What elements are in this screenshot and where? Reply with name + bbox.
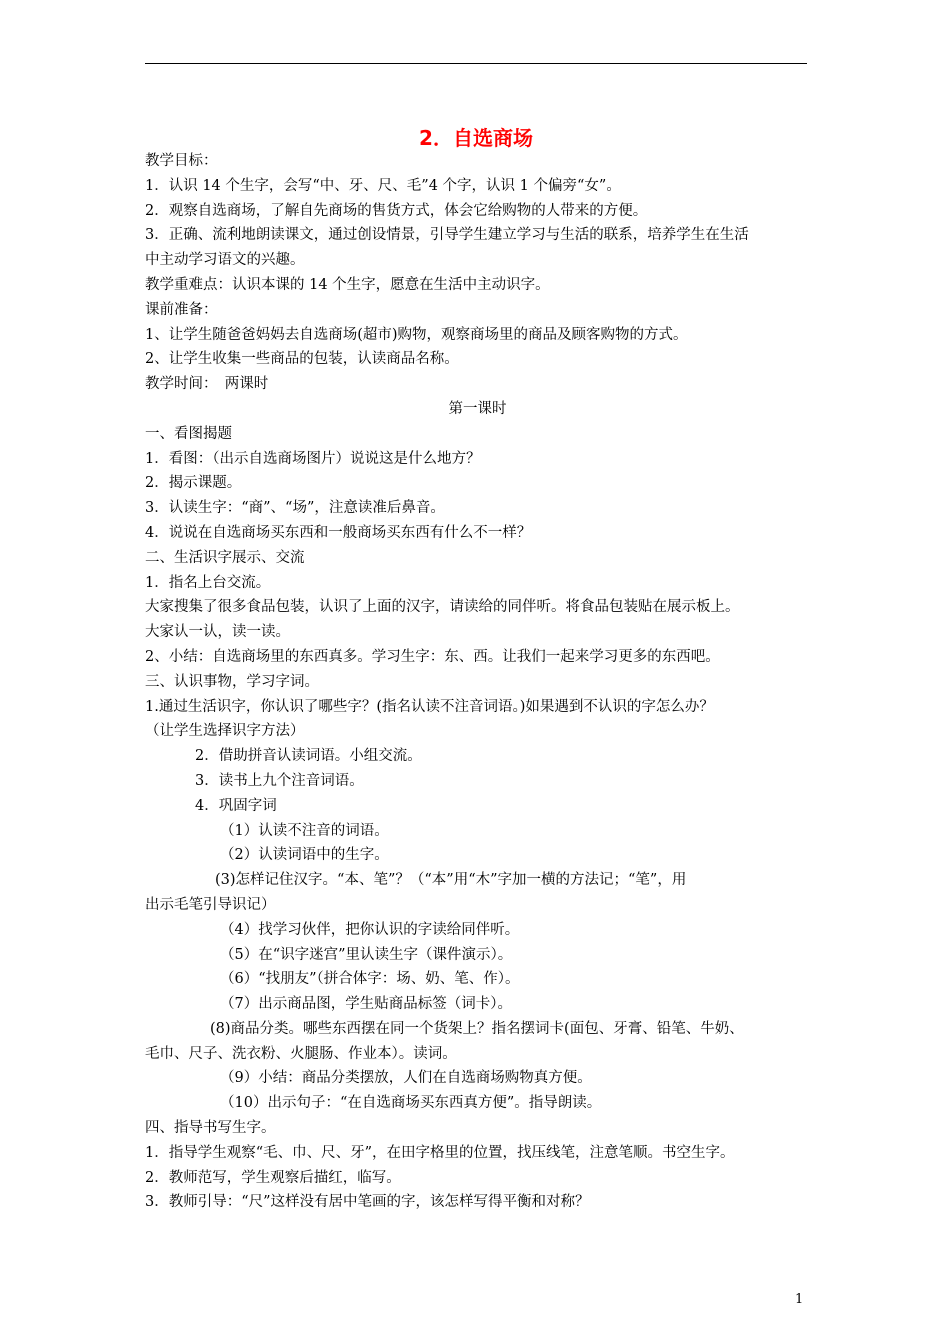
- text-line: （9）小结：商品分类摆放，人们在自选商场购物真方便。: [220, 1070, 592, 1087]
- text-line: （6）“找朋友”（拼合体字：场、奶、笔、作）。: [220, 971, 520, 988]
- text-line: 1．看图：（出示自选商场图片）说说这是什么地方？: [145, 450, 481, 467]
- text-line: (8)商品分类。哪些东西摆在同一个货架上？指名摆词卡(面包、牙膏、铅笔、牛奶、: [210, 1020, 744, 1037]
- text-line: 2．观察自选商场，了解自先商场的售货方式，体会它给购物的人带来的方便。: [145, 202, 648, 219]
- text-line: 3．读书上九个注音词语。: [195, 772, 364, 789]
- text-line: 教学目标：: [145, 153, 218, 169]
- text-line: （5）在“识字迷宫”里认读生字（课件演示）。: [220, 946, 513, 963]
- text-line: 四、指导书写生字。: [145, 1120, 276, 1137]
- text-line: 2、让学生收集一些商品的包装，认读商品名称。: [145, 351, 459, 368]
- text-line: （7）出示商品图，学生贴商品标签（词卡）。: [220, 996, 512, 1013]
- text-line: （4）找学习伙伴，把你认识的字读给同伴听。: [220, 921, 520, 938]
- text-line: 4．说说在自选商场买东西和一般商场买东西有什么不一样？: [145, 524, 532, 541]
- text-line: 3．教师引导：“尺”这样没有居中笔画的字，该怎样写得平衡和对称？: [145, 1194, 590, 1211]
- header-rule: [145, 63, 807, 64]
- text-line: （让学生选择识字方法）: [145, 723, 305, 740]
- text-line: 2．揭示课题。: [145, 475, 242, 492]
- text-line: 大家认一认，读一读。: [145, 624, 290, 641]
- page-title: 2．自选商场: [419, 126, 533, 150]
- text-line: 二、生活识字展示、交流: [145, 549, 305, 566]
- text-line: 一、看图揭题: [145, 425, 232, 442]
- text-line: 3．认读生字：“商”、“场”，注意读准后鼻音。: [145, 500, 445, 517]
- text-line: 教学时间： 两课时: [145, 376, 269, 393]
- text-line: （1）认读不注音的词语。: [220, 822, 389, 839]
- text-line: 中主动学习语文的兴趣。: [145, 252, 305, 269]
- lesson-plan-body: [145, 149, 810, 1215]
- text-line: 2．教师范写，学生观察后描红，临写。: [145, 1169, 401, 1186]
- text-line: 大家搜集了很多食品包装，认识了上面的汉字，请读给的同伴听。将食品包装贴在展示板上。: [145, 599, 740, 616]
- text-line: 4．巩固字词: [195, 797, 277, 814]
- page-number: 1: [795, 1292, 804, 1307]
- text-line: 3．正确、流利地朗读课文，通过创设情景，引导学生建立学习与生活的联系，培养学生在生活: [145, 227, 749, 244]
- text-line: 1．指导学生观察“毛、巾、尺、牙”，在田字格里的位置，找压线笔，注意笔顺。书空生字。: [145, 1144, 735, 1161]
- text-line: 教学重难点：认识本课的 14 个生字，愿意在生活中主动识字。: [145, 276, 550, 293]
- section-heading: 第一课时: [448, 400, 507, 417]
- text-line: 1．认识 14 个生字，会写“中、牙、尺、毛”4 个字，认识 1 个偏旁“女”。: [145, 177, 621, 194]
- text-line: 1．指名上台交流。: [145, 574, 271, 591]
- text-line: 2、小结：自选商场里的东西真多。学习生字：东、西。让我们一起来学习更多的东西吧。: [145, 648, 720, 665]
- text-line: (3)怎样记住汉字。“本、笔”？（“本”用“木”字加一横的方法记；“笔”，用: [215, 872, 687, 889]
- text-line: 2．借助拼音认读词语。小组交流。: [195, 748, 422, 765]
- text-line: 1、让学生随爸爸妈妈去自选商场(超市)购物，观察商场里的商品及顾客购物的方式。: [145, 326, 688, 343]
- text-line: 毛巾、尺子、洗衣粉、火腿肠、作业本）。读词。: [145, 1045, 457, 1062]
- text-line: （10）出示句子：“在自选商场买东西真方便”。指导朗读。: [220, 1095, 602, 1112]
- text-line: 三、认识事物，学习字词。: [145, 673, 319, 690]
- text-line: 1.通过生活识字，你认识了哪些字？(指名认读不注音词语。)如果遇到不认识的字怎么办？: [145, 698, 714, 715]
- text-line: 出示毛笔引导识记）: [145, 896, 276, 913]
- text-line: 课前准备：: [145, 301, 218, 318]
- text-line: （2）认读词语中的生字。: [220, 847, 389, 864]
